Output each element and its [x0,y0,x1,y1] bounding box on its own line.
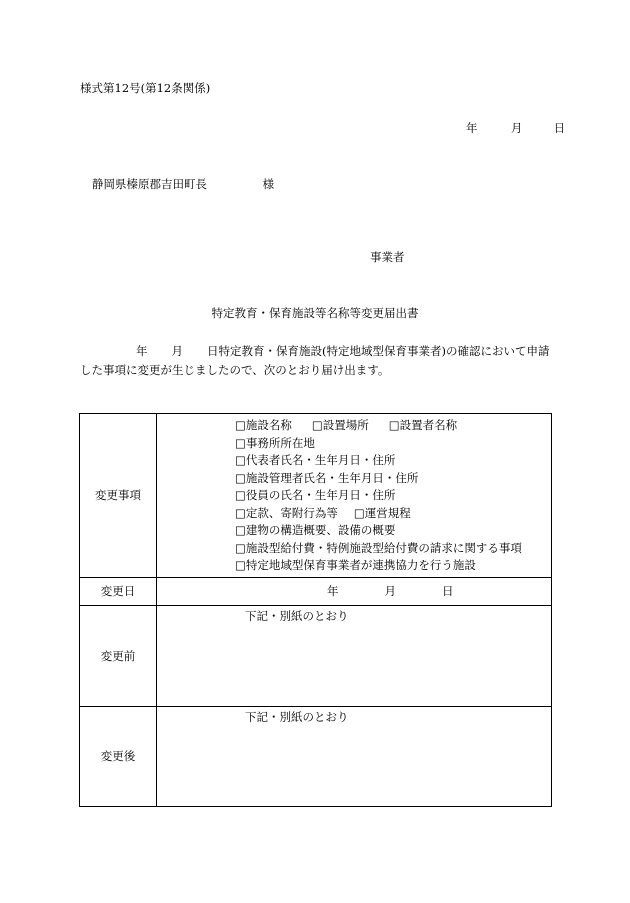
before-label: 変更前 [80,605,157,706]
change-item-checkbox-label: □施設管理者氏名・生年月日・住所 [235,470,419,485]
addressee [92,176,274,192]
document-title: 特定教育・保育施設等名称等変更届出書 [211,306,419,320]
change-date-label: 変更日 [80,577,157,605]
change-item-checkbox-label: □役員の氏名・生年月日・住所 [235,488,396,502]
change-items-label: 変更事項 [80,414,157,578]
date-year: 年 [466,121,478,135]
change-item-checkbox-label: □設置者名称 [388,418,458,432]
body-month: 月 [171,344,183,358]
table-row [80,414,552,578]
table-row [80,706,552,806]
change-item-checkbox-label: □事務所所在地 [235,435,315,450]
change-item-checkbox-label: □特定地域型保育事業者が連携協力を行う施設 [235,558,476,572]
change-form-table [79,413,552,807]
date-day: 日 [553,121,566,135]
change-item-row [235,452,551,470]
form-number: 様式第12号(第12条関係) [80,81,211,95]
change-item-checkbox-label: □施設名称 [235,418,292,432]
change-item-row [235,522,551,540]
change-item-row [235,417,551,452]
submission-date [466,120,565,136]
table-row [80,577,552,605]
change-item-checkbox-label: □代表者氏名・生年月日・住所 [235,453,396,467]
change-date-year: 年 [327,584,339,598]
change-item-row [235,470,551,488]
change-item-checkbox-label: □建物の構造概要、設備の概要 [235,523,396,537]
change-item-row [235,540,551,558]
change-item-checkbox-label: □運営規程 [353,505,411,520]
body-year: 年 [136,344,148,358]
body-text [80,342,550,380]
after-label: 変更後 [80,706,157,806]
change-date-day: 日 [442,584,454,598]
change-date-cell [157,577,552,605]
change-item-checkbox-label: □定款、寄附行為等 [235,505,338,520]
change-date-month: 月 [384,584,396,598]
addressee-name: 静岡県榛原郡吉田町長 [92,177,207,191]
operator-label: 事業者 [370,250,405,264]
after-note: 下記・別紙のとおり [157,706,552,806]
table-row [80,605,552,706]
change-item-row [235,557,551,575]
before-note: 下記・別紙のとおり [157,605,552,706]
change-item-row [235,487,551,505]
addressee-honorific: 様 [262,177,275,191]
change-item-row [235,505,551,523]
body-statement: 日特定教育・保育施設(特定地域型保育事業者)の確認において申請した事項に変更が生じましたので、次のとおり届け出ます。 [80,344,550,377]
change-item-checkbox-label: □設置場所 [311,418,369,432]
change-items-cell [157,414,552,578]
change-item-checkbox-label: □施設型給付費・特例施設型給付費の請求に関する事項 [235,540,522,555]
date-month: 月 [510,121,523,135]
